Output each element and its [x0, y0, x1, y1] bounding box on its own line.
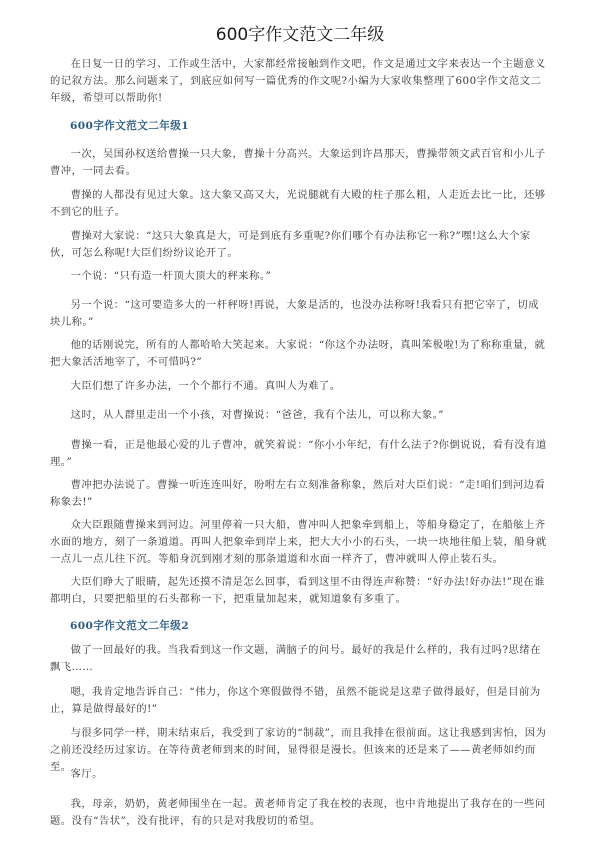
s1-paragraph-12: 大臣们睁大了眼睛，起先还摸不清是怎么回事，看到这里不由得连声称赞：“好办法!好办法!”现在谁都明白，只要把船里的石头都称一下，把重量加起来，就知道象有多重了。 — [50, 576, 545, 605]
section-1-heading: 600字作文范文二年级1 — [70, 120, 190, 132]
s1-paragraph-6: 他的话刚说完，所有的人都哈哈大笑起来。大家说：“你这个办法呀，真叫笨极啦!为了称称重量，就把大象活活地宰了，不可惜吗?” — [50, 339, 546, 368]
section-2-heading: 600字作文范文二年级2 — [70, 620, 190, 632]
s1-paragraph-9: 曹操一看，正是他最心爱的儿子曹冲，就笑着说：“你小小年纪，有什么法子?你倒说说，看有没有道理。” — [50, 439, 547, 468]
s2-paragraph-2: 嗯，我肯定地告诉自己：“伟力，你这个寒假做得不错，虽然不能说是这辈子做得最好，但是目前为止，算是做得最好的!” — [50, 686, 541, 715]
s2-paragraph-5: 我，母亲，奶奶，黄老师围坐在一起。黄老师肯定了我在校的表现，也中肯地提出了我存在的一些问题。没有“告状”，没有批评，有的只是对我殷切的希望。 — [50, 798, 546, 827]
s2-paragraph-4: 客厅。 — [70, 768, 103, 780]
s1-paragraph-1: 一次，吴国孙权送给曹操一只大象，曹操十分高兴。大象运到许昌那天，曹操带领文武百官和小儿子曹冲，一同去看。 — [50, 148, 546, 177]
s1-paragraph-10: 曹冲把办法说了。曹操一听连连叫好，吩咐左右立刻准备称象，然后对大臣们说：“走!咱们到河边看称象去!” — [50, 479, 546, 508]
s1-paragraph-8: 这时，从人群里走出一个小孩，对曹操说：“爸爸，我有个法儿，可以称大象。” — [70, 409, 445, 421]
intro-paragraph: 在日复一日的学习、工作或生活中，大家都经常接触到作文吧，作文是通过文字来表达一个主题意义的记叙方法。那么问题来了，到底应如何写一篇优秀的作文呢?小编为大家收集整理了600字作文范文二年级，希望可以帮助你! — [50, 58, 546, 104]
s1-paragraph-11: 众大臣跟随曹操来到河边。河里停着一只大船，曹冲叫人把象牵到船上，等船身稳定了，在船舷上齐水面的地方，刻了一条道道。再叫人把象牵到岸上来，把大大小小的石头，一块一块地往船上装，船身就一点儿一点儿往下沉。等船身沉到刚才刻的那条道道和水面一样齐了，曹冲就叫人停止装石头。 — [50, 519, 547, 565]
s1-paragraph-3: 曹操对大家说：“这只大象真是大，可是到底有多重呢?你们哪个有办法称它一称?”嘿!这么大个家伙，可怎么称呢!大臣们纷纷议论开了。 — [50, 230, 531, 259]
s1-paragraph-4: 一个说：“只有造一杆顶大顶大的秤来称。” — [70, 270, 272, 282]
s1-paragraph-7: 大臣们想了许多办法，一个个都行不通。真叫人为难了。 — [70, 380, 341, 392]
s1-paragraph-2: 曹操的人都没有见过大象。这大象又高又大，光说腿就有大殿的柱子那么粗，人走近去比一比，还够不到它的肚子。 — [50, 189, 546, 218]
page-title: 600字作文范文二年级 — [215, 25, 385, 45]
s1-paragraph-5: 另一个说：“这可要造多大的一杆秤呀!再说，大象是活的，也没办法称呀!我看只有把它宰了，切成块儿称。” — [50, 299, 540, 328]
s2-paragraph-1: 做了一回最好的我。当我看到这一作文题，满脑子的问号。最好的我是什么样的，我有过吗?思绪在飘飞…… — [50, 644, 541, 673]
s2-paragraph-3: 与很多同学一样，期末结束后，我受到了家访的“制裁”，而且我排在很前面。这让我感到害怕，因为之前还没经历过家访。在等待黄老师到来的时间，显得很是漫长。但该来的还是来了——黄老师如约而至。 — [50, 727, 547, 773]
